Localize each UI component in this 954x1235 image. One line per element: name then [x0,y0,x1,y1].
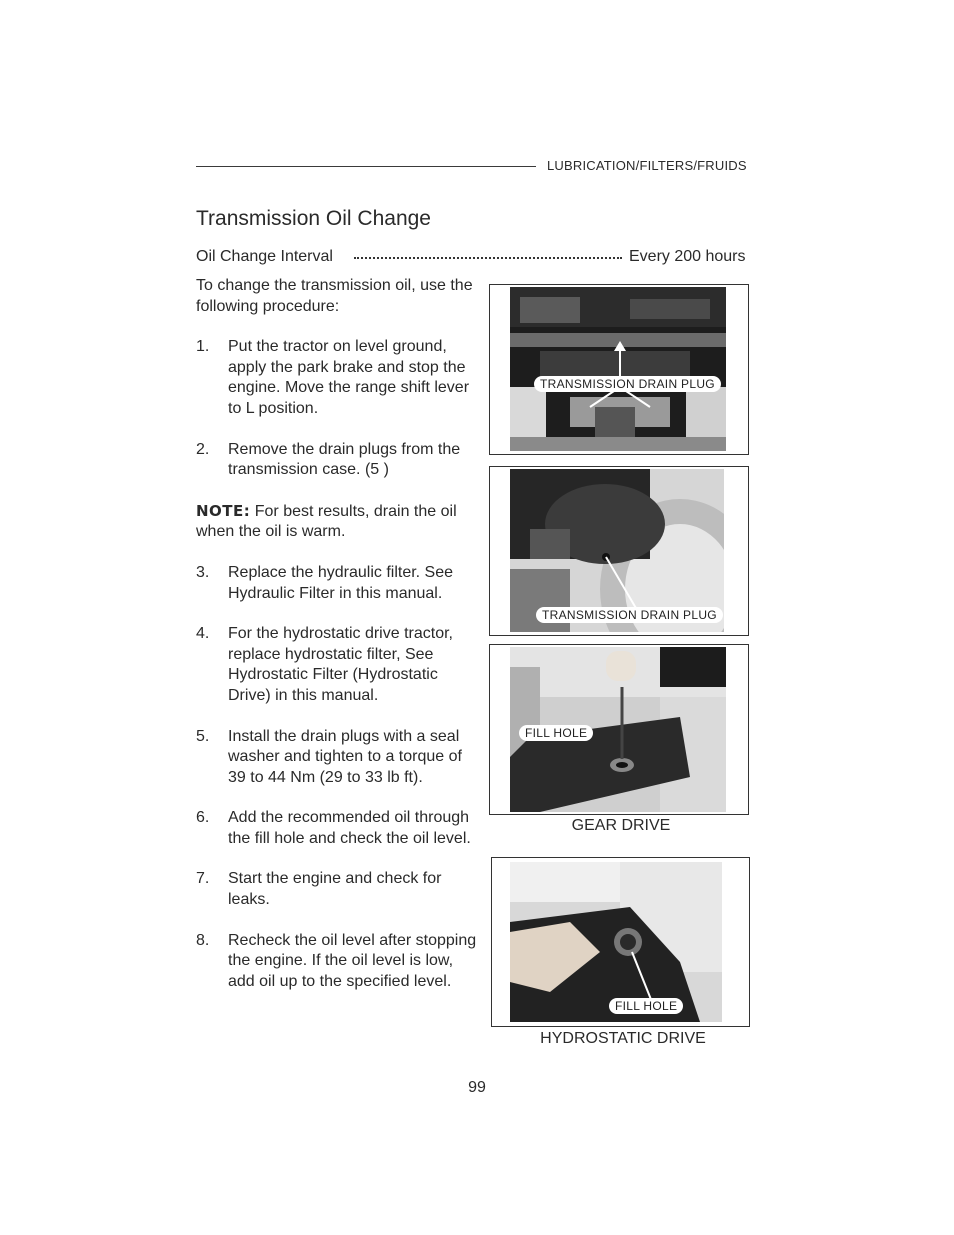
step-text: For the hydrostatic drive tractor, replace hydrostatic filter, See Hydrostatic Filter (Hydrostatic Drive) in this manual. [228,625,453,704]
step-number: 4. [196,625,210,643]
caption-gear-drive: GEAR DRIVE [571,817,671,834]
step-text: Put the tractor on level ground, apply the park brake and stop the engine. Move the range shift lever to L position. [228,338,470,417]
interval-leader-dots [354,257,622,259]
step-number: 1. [196,338,210,356]
callout-fill-hole: FILL HOLE [519,725,593,741]
intro-text: To change the transmission oil, use the following procedure: [196,277,473,315]
step-number: 7. [196,870,210,888]
step-text: Install the drain plugs with a seal washer and tighten to a torque of 39 to 44 Nm (29 to 33 lb ft). [228,727,462,786]
step-number: 5. [196,727,210,745]
procedure-column [196,276,478,1012]
figure-drain-plug-side [489,466,749,636]
callout-fill-hole: FILL HOLE [609,998,683,1014]
step-text: Recheck the oil level after stopping the engine. If the oil level is low, add oil up to the specified level. [228,931,477,990]
header-rule [196,166,536,167]
step-1 [196,337,478,419]
figure-fill-hole-hydrostatic [491,857,750,1027]
step-text: Remove the drain plugs from the transmission case. (5 ) [228,440,461,479]
step-7 [196,869,478,910]
step-5 [196,727,478,789]
step-8 [196,931,478,993]
step-text: Add the recommended oil through the fill hole and check the oil level. [228,809,471,847]
note-text: For best results, drain the oil when the oil is warm. [196,502,457,541]
step-2 [196,440,478,481]
step-text: Start the engine and check for leaks. [228,870,442,909]
note [196,501,478,543]
step-4 [196,624,478,706]
step-6 [196,808,478,849]
step-3 [196,563,478,604]
caption-hydrostatic-drive: HYDROSTATIC DRIVE [540,1030,706,1047]
figure-fill-hole-gear [489,644,749,815]
page-title: Transmission Oil Change [196,207,431,230]
callout-drain-plug: TRANSMISSION DRAIN PLUG [534,376,721,392]
callout-drain-plug: TRANSMISSION DRAIN PLUG [536,607,723,623]
step-text: Replace the hydraulic filter. See Hydraulic Filter in this manual. [228,563,454,602]
interval-value: Every 200 hours [629,248,746,265]
photo-underside [510,287,726,451]
note-keyword: NOTE: [196,501,251,520]
step-number: 3. [196,563,210,581]
step-number: 8. [196,931,210,949]
figure-drain-plug-underside [489,284,749,455]
interval-label: Oil Change Interval [196,248,333,265]
step-number: 2. [196,440,210,458]
page-number: 99 [468,1079,486,1096]
section-header: LUBRICATION/FILTERS/FRUIDS [547,158,747,173]
step-number: 6. [196,809,210,827]
